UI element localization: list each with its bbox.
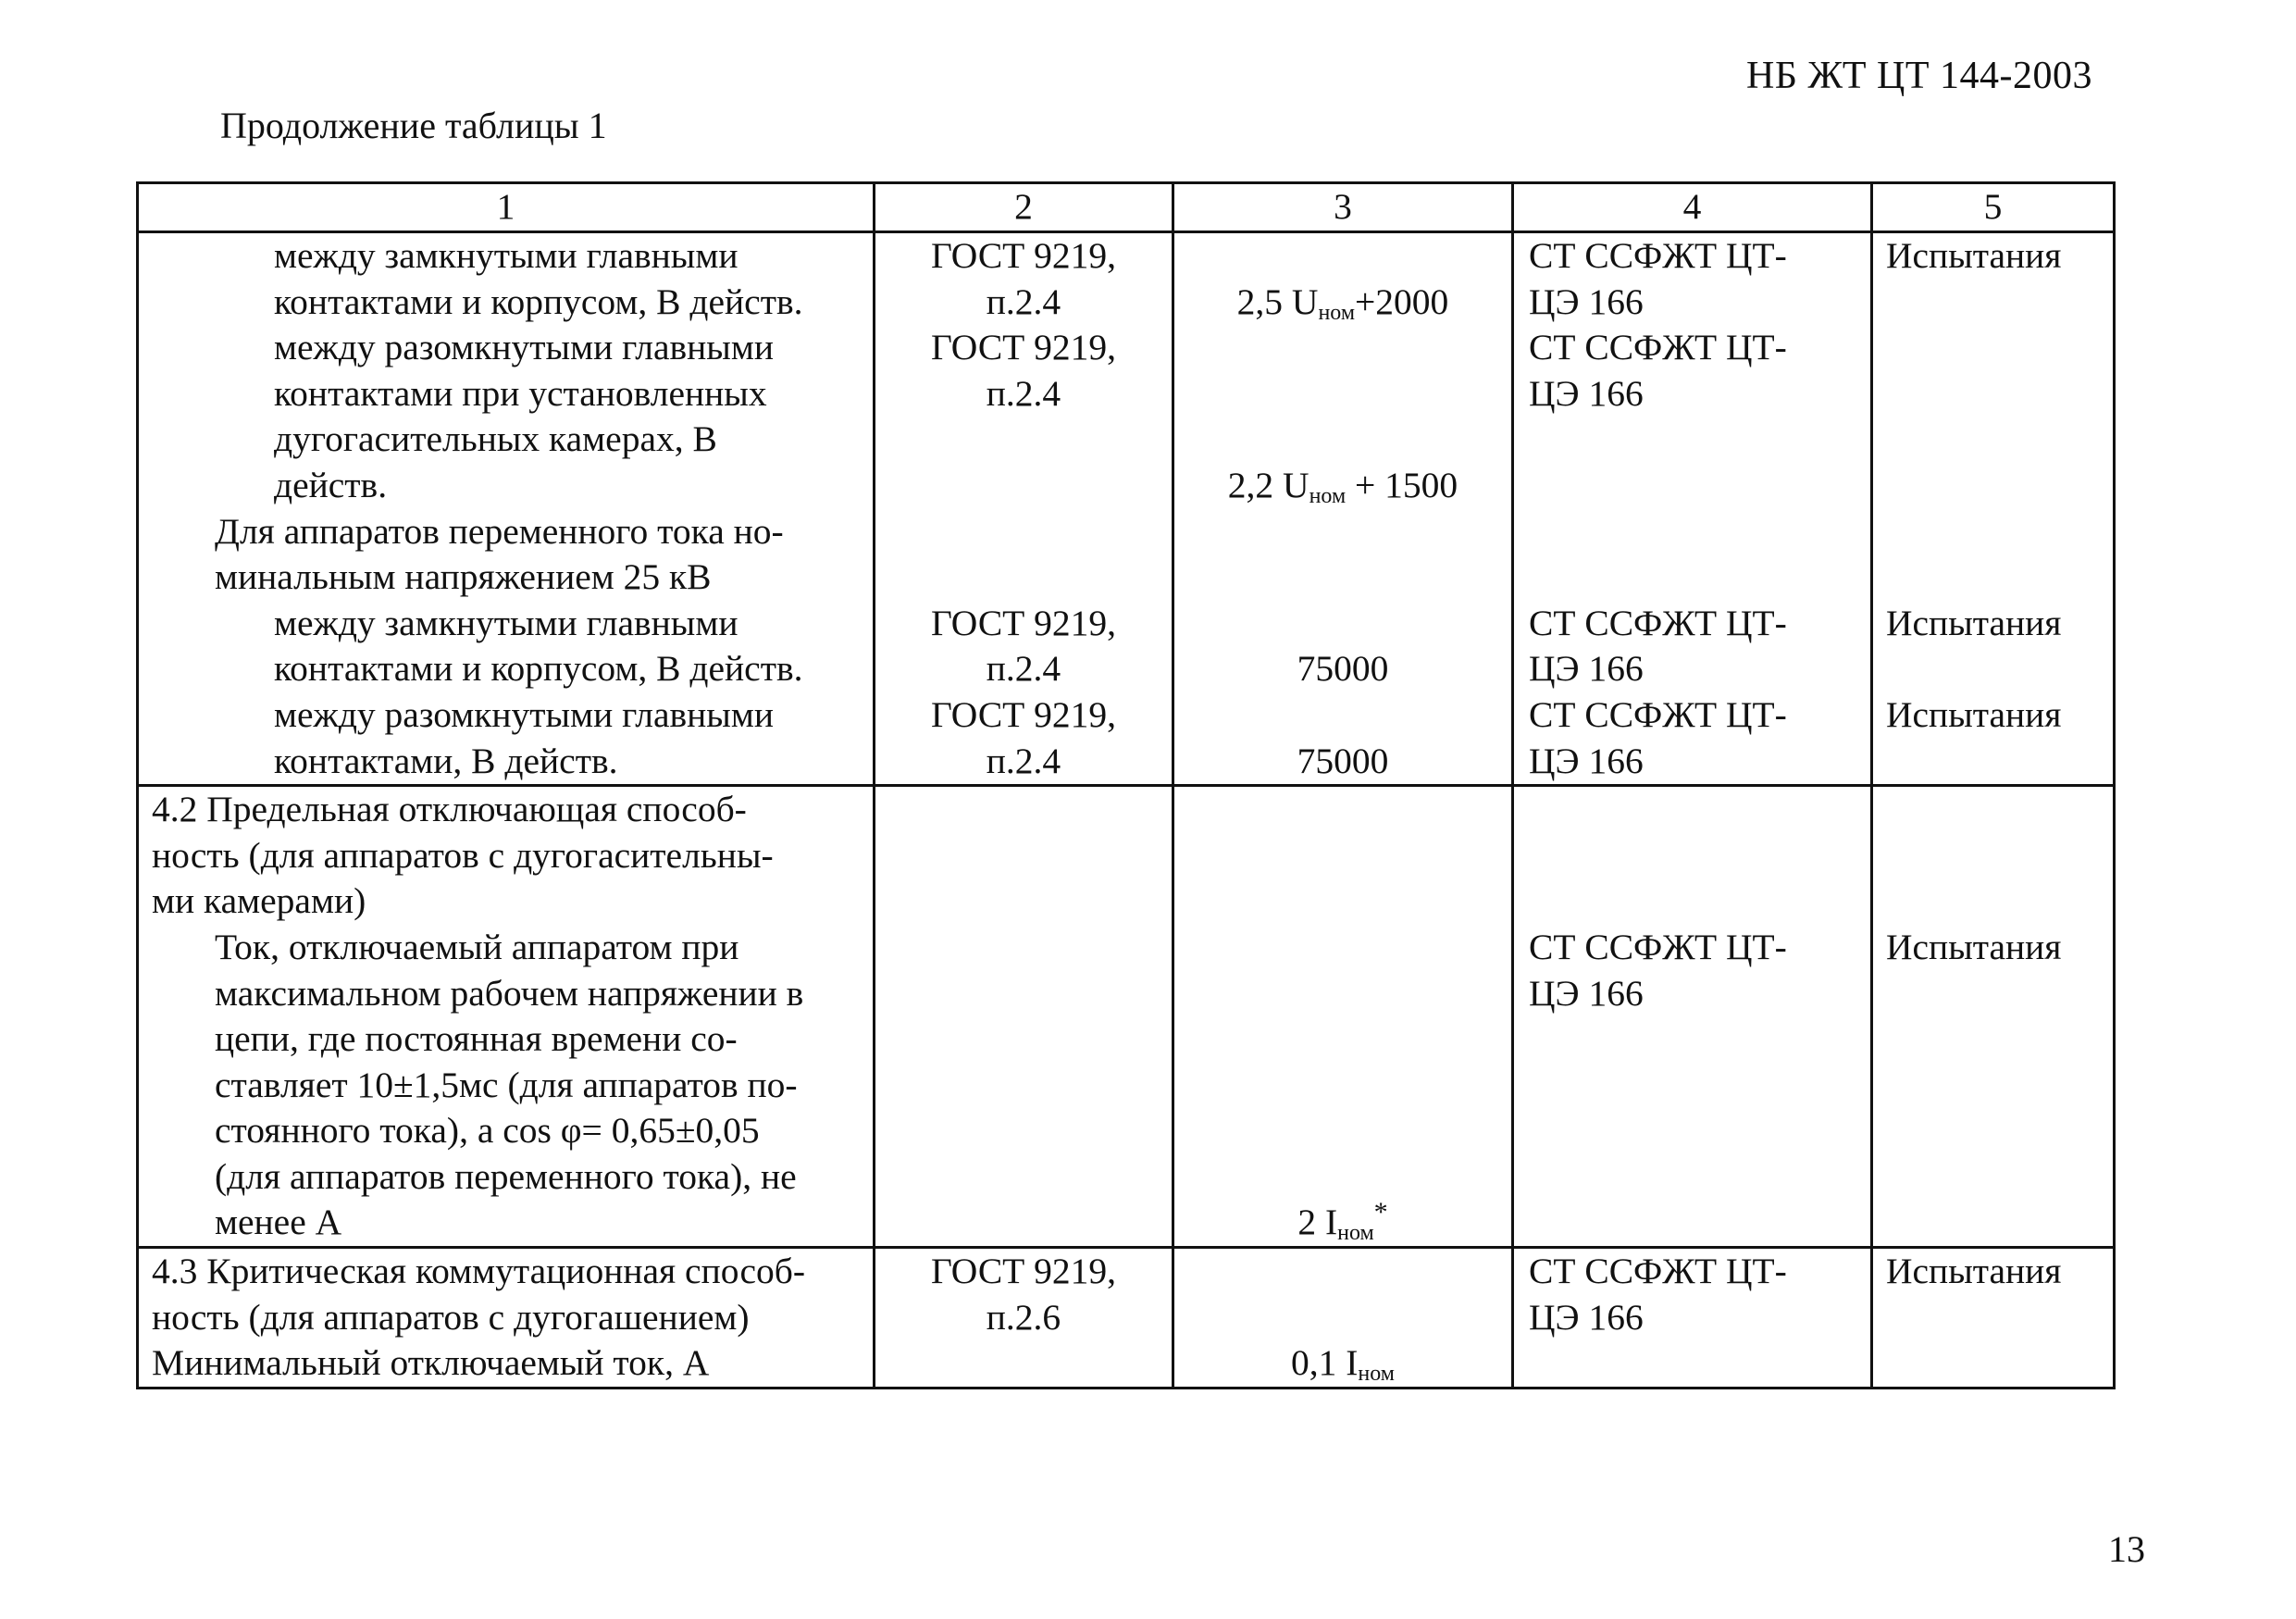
method-reference-line [875,833,1172,879]
value-line [1174,787,1511,833]
verification-type-line: Испытания [1886,693,2062,735]
standard-reference-line [1514,878,1870,925]
verification-type-line [1873,417,2113,463]
value-line [1174,601,1511,647]
parameter-line: дугогасительных камерах, В [274,418,717,460]
method-reference-line: ГОСТ 9219, [930,693,1117,735]
value-text: 75000 [1297,740,1389,781]
parameter-line: контактами при установленных [274,372,767,414]
parameter-line: контактами, В действ. [274,740,618,781]
column-header-4: 4 [1513,183,1872,232]
verification-type-line [1873,280,2113,326]
method-reference-line: п.2.4 [986,280,1061,322]
method-reference-line [875,1063,1172,1109]
verification-type-line [1873,371,2113,417]
method-reference-line: ГОСТ 9219, [930,327,1117,368]
standard-reference-line: ЦЭ 166 [1529,372,1644,414]
verification-type-cell [1872,1248,2115,1389]
parameter-line: менее А [215,1202,342,1243]
verification-type-line [1873,971,2113,1017]
standard-reference-line [1514,509,1870,555]
value-line [1174,371,1511,417]
page-number: 13 [2108,1528,2145,1570]
value-line [1174,692,1511,739]
value-line [1174,1295,1511,1341]
method-reference-line: п.2.4 [986,372,1061,414]
value-cell [1173,232,1513,786]
method-reference-cell [875,232,1173,786]
standard-reference-line [1514,1340,1870,1387]
standard-reference-line [1514,1016,1870,1063]
method-reference-line: ГОСТ 9219, [930,235,1117,276]
verification-type-line [1873,1295,2113,1341]
value-cell [1173,1248,1513,1389]
method-reference-line [875,1200,1172,1246]
parameter-line: минальным напряжением 25 кВ [215,556,712,598]
value-line [1174,554,1511,601]
parameter-cell [138,1248,875,1389]
standard-reference-line: СТ ССФЖТ ЦТ- [1529,602,1787,643]
table-row [138,1248,2115,1389]
value-line [1174,1016,1511,1063]
table-header-row [138,183,2115,232]
table-body [138,232,2115,1389]
parameter-line: контактами и корпусом, В действ. [274,280,803,322]
verification-type-line [1873,325,2113,371]
standard-reference-line: ЦЭ 166 [1529,740,1644,781]
method-reference-line [875,463,1172,509]
method-reference-line [875,1340,1172,1387]
value-footnote-mark: * [1373,1197,1388,1228]
method-reference-line [875,787,1172,833]
parameter-line: 4.3 Критическая коммутационная способ- [152,1251,805,1292]
value-text: 75000 [1297,648,1389,690]
specification-table [136,181,2116,1389]
standard-reference-line: СТ ССФЖТ ЦТ- [1529,327,1787,368]
value-line [1174,1154,1511,1201]
parameter-line: 4.2 Предельная отключающая способ- [152,789,747,830]
verification-type-line [1873,1200,2113,1246]
standard-reference-cell [1513,1248,1872,1389]
table-row [138,786,2115,1248]
verification-type-line: Испытания [1886,1251,2062,1292]
value-line [1174,280,1511,326]
parameter-line: Ток, отключаемый аппаратом при [215,926,739,967]
parameter-line: между разомкнутыми главными [274,327,774,368]
value-line [1174,463,1511,509]
method-reference-line: ГОСТ 9219, [930,1251,1117,1292]
table-row [138,232,2115,786]
parameter-line: между разомкнутыми главными [274,693,774,735]
verification-type-line [1873,739,2113,785]
standard-reference-cell [1513,786,1872,1248]
standard-reference-line: ЦЭ 166 [1529,972,1644,1014]
parameter-line: максимальном рабочем напряжении в [215,972,804,1014]
value-text: 2,2 U [1227,464,1309,505]
verification-type-line [1873,509,2113,555]
value-line [1174,325,1511,371]
method-reference-cell [875,1248,1173,1389]
verification-type-cell [1872,232,2115,786]
standard-reference-line: СТ ССФЖТ ЦТ- [1529,926,1787,967]
method-reference-line [875,417,1172,463]
standard-reference-line [1514,1108,1870,1154]
column-header-5: 5 [1872,183,2115,232]
standard-reference-line [1514,787,1870,833]
method-reference-cell [875,786,1173,1248]
verification-type-line [1873,1340,2113,1387]
value-text: 2 I [1297,1202,1338,1243]
value-line [1174,1197,1511,1246]
method-reference-line [875,925,1172,971]
value-line [1174,1340,1511,1387]
parameter-line: Минимальный отключаемый ток, А [152,1342,710,1384]
parameter-cell [138,232,875,786]
verification-type-line [1873,554,2113,601]
method-reference-line [875,971,1172,1017]
value-subscript: ном [1337,1221,1374,1246]
standard-reference-line [1514,463,1870,509]
method-reference-line: ГОСТ 9219, [930,602,1117,643]
standard-reference-line: СТ ССФЖТ ЦТ- [1529,1251,1787,1292]
standard-reference-line [1514,554,1870,601]
column-header-1: 1 [138,183,875,232]
verification-type-line: Испытания [1886,602,2062,643]
value-line [1174,1108,1511,1154]
value-line [1174,925,1511,971]
verification-type-line [1873,646,2113,692]
value-subscript: ном [1318,300,1356,325]
value-text: 0,1 I [1291,1342,1359,1384]
standard-reference-line: ЦЭ 166 [1529,280,1644,322]
parameter-line: ность (для аппаратов с дугогашением) [152,1296,750,1338]
standard-reference-line: СТ ССФЖТ ЦТ- [1529,235,1787,276]
method-reference-line: п.2.4 [986,740,1061,781]
parameter-line: контактами и корпусом, В действ. [274,648,803,690]
parameter-line: действ. [274,464,388,505]
value-line [1174,878,1511,925]
value-text-suffix: + 1500 [1346,464,1458,505]
value-text: 2,5 U [1236,280,1319,322]
parameter-line: между замкнутыми главными [274,235,738,276]
value-line [1174,509,1511,555]
table-continuation-caption: Продолжение таблицы 1 [220,105,607,146]
verification-type-line [1873,787,2113,833]
parameter-line: ми камерами) [152,880,366,922]
verification-type-line [1873,833,2113,879]
value-line [1174,739,1511,785]
method-reference-line: п.2.4 [986,648,1061,690]
column-header-3: 3 [1173,183,1513,232]
document-code: НБ ЖТ ЦТ 144-2003 [1746,55,2092,97]
parameter-line: ставляет 10±1,5мс (для аппаратов по- [215,1064,798,1105]
value-line [1174,1063,1511,1109]
standard-reference-line: ЦЭ 166 [1529,648,1644,690]
standard-reference-line [1514,833,1870,879]
method-reference-line [875,1016,1172,1063]
value-line [1174,233,1511,280]
parameter-line: ность (для аппаратов с дугогасительны- [152,834,774,876]
verification-type-line [1873,878,2113,925]
parameter-line: Для аппаратов переменного тока но- [215,510,784,552]
verification-type-line [1873,1154,2113,1201]
value-subscript: ном [1309,483,1347,508]
standard-reference-line: СТ ССФЖТ ЦТ- [1529,693,1787,735]
parameter-cell [138,786,875,1248]
method-reference-line: п.2.6 [986,1296,1061,1338]
verification-type-line [1873,1063,2113,1109]
standard-reference-line [1514,1063,1870,1109]
standard-reference-line [1514,1200,1870,1246]
parameter-line: (для аппаратов переменного тока), не [215,1155,797,1197]
method-reference-line [875,878,1172,925]
parameter-line: между замкнутыми главными [274,602,738,643]
verification-type-line [1873,1016,2113,1063]
verification-type-line [1873,463,2113,509]
column-header-2: 2 [875,183,1173,232]
standard-reference-cell [1513,232,1872,786]
value-line [1174,646,1511,692]
verification-type-line [1873,1108,2113,1154]
method-reference-line [875,554,1172,601]
value-subscript: ном [1358,1362,1395,1387]
value-line [1174,1249,1511,1295]
verification-type-cell [1872,786,2115,1248]
method-reference-line [875,1108,1172,1154]
verification-type-line: Испытания [1886,235,2062,276]
standard-reference-line: ЦЭ 166 [1529,1296,1644,1338]
method-reference-line [875,1154,1172,1201]
value-cell [1173,786,1513,1248]
standard-reference-line [1514,1154,1870,1201]
value-line [1174,833,1511,879]
value-line [1174,971,1511,1017]
method-reference-line [875,509,1172,555]
value-text-suffix: +2000 [1355,280,1449,322]
parameter-line: цепи, где постоянная времени со- [215,1018,738,1060]
parameter-line: стоянного тока), а cos φ= 0,65±0,05 [215,1110,760,1152]
value-line [1174,417,1511,463]
standard-reference-line [1514,417,1870,463]
verification-type-line: Испытания [1886,926,2062,967]
